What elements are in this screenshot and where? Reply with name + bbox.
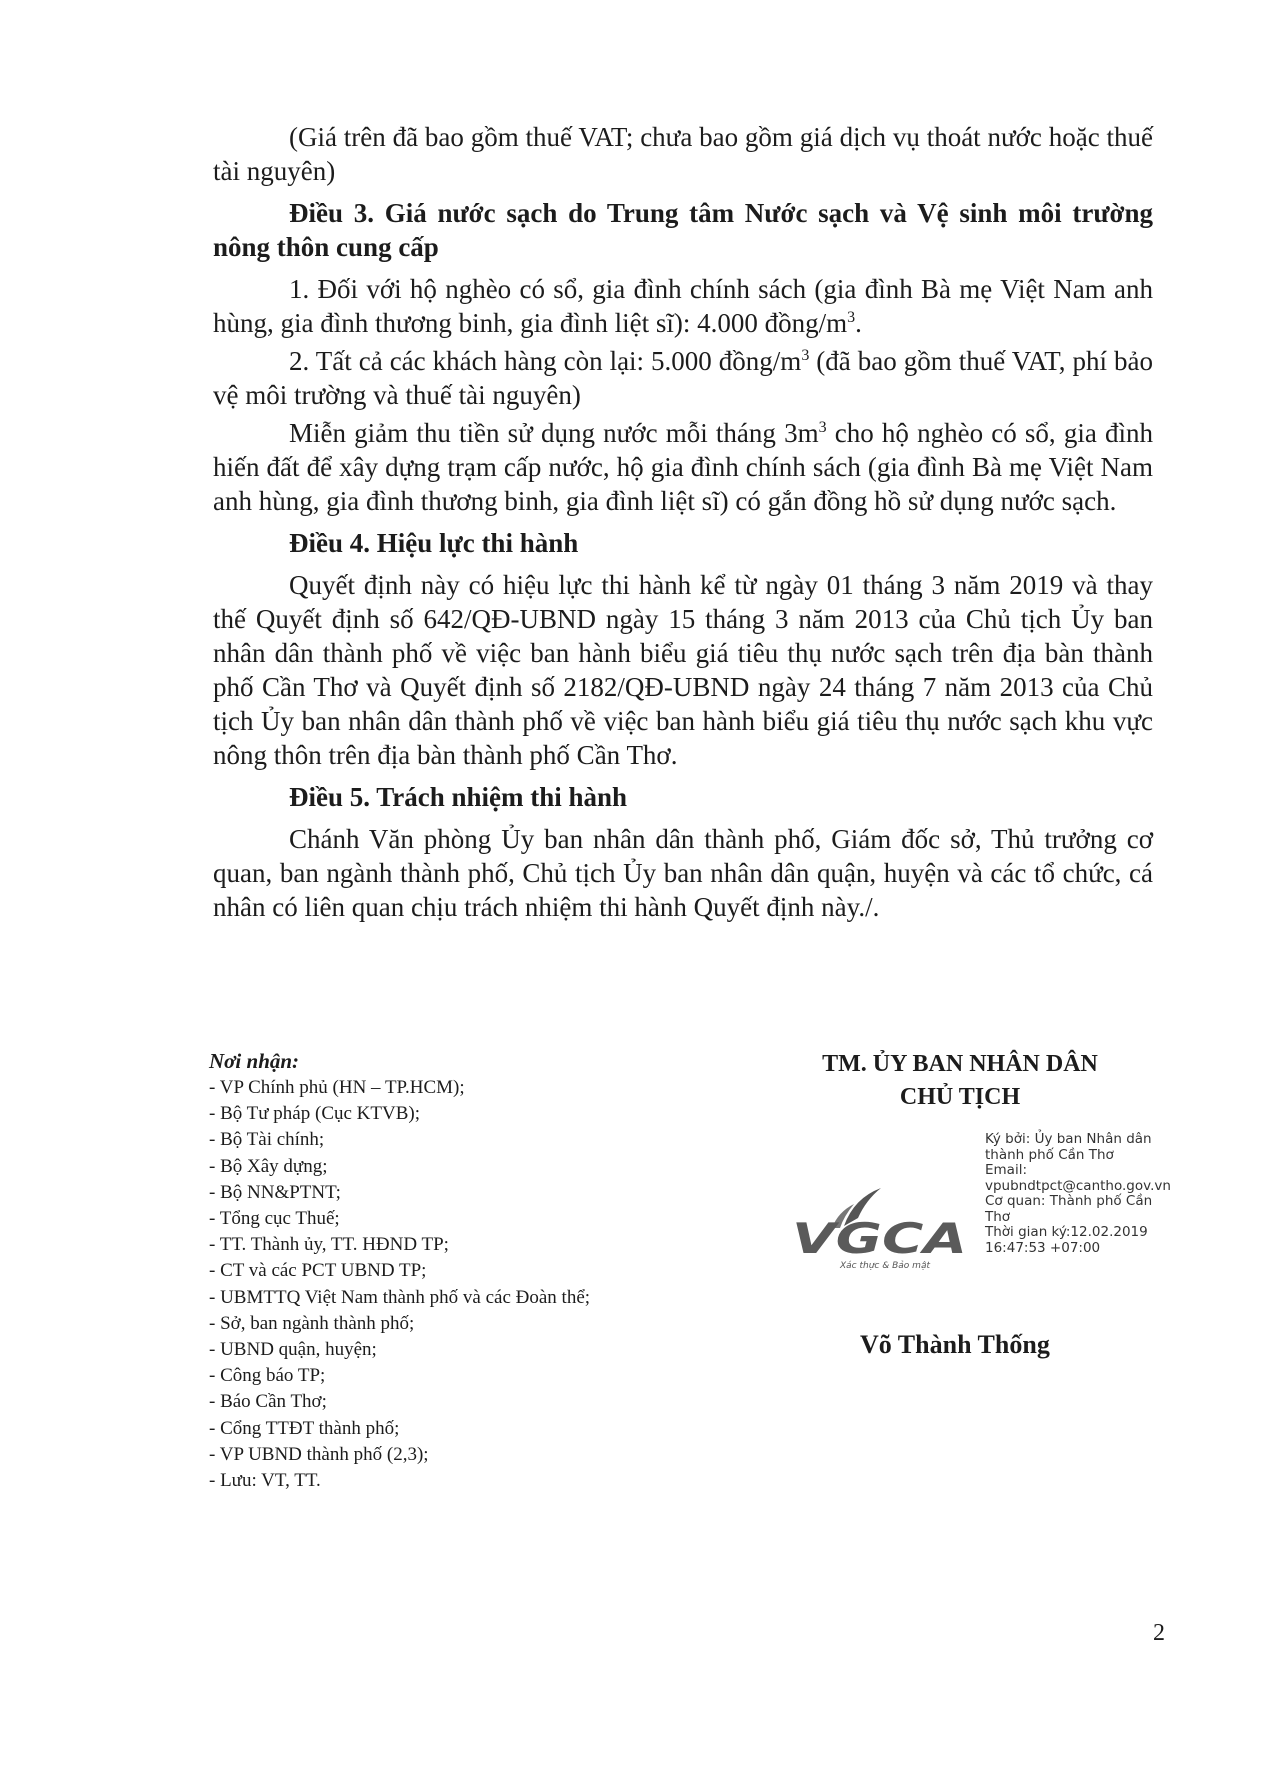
digital-signature-line: Thời gian ký:12.02.2019 [985,1224,1148,1240]
recipients-block [209,1048,769,1494]
list-item: - Cổng TTĐT thành phố; [209,1417,400,1439]
digital-signature-line: Email: [985,1162,1028,1178]
list-item: - Công báo TP; [209,1365,326,1387]
article-5-heading: Điều 5. Trách nhiệm thi hành [289,782,628,812]
signing-organization: TM. ỦY BAN NHÂN DÂN [822,1051,1098,1077]
signer-name: Võ Thành Thống [860,1330,1050,1359]
list-item: - Tổng cục Thuế; [209,1208,340,1230]
recipients-list [209,1075,769,1494]
digital-signature-line: thành phố Cần Thơ [985,1146,1114,1163]
logo-tagline: Xác thực & Bảo mật [840,1261,930,1271]
signing-title: CHỦ TỊCH [899,1084,1021,1110]
list-item: - UBMTTQ Việt Nam thành phố và các Đoàn thể; [209,1286,591,1308]
list-item: - Lưu: VT, TT. [209,1470,321,1492]
vgca-logo-icon [786,1178,976,1273]
logo-wordmark: VGCA [792,1214,967,1263]
page-number: 2 [1153,1620,1165,1646]
digital-signature-info [985,1132,1195,1256]
digital-signature-line: 16:47:53 +07:00 [985,1239,1101,1256]
digital-signature-line: Thơ [985,1208,1011,1225]
list-item: - VP Chính phủ (HN – TP.HCM); [209,1077,465,1098]
list-item: - Báo Cần Thơ; [209,1391,327,1413]
article-3-heading: Điều 3. Giá nước sạch do Trung tâm Nước sạch và Vệ sinh môi trường nông thôn cung cấp [213,198,1153,262]
article-5-text: Chánh Văn phòng Ủy ban nhân dân thành phố, Giám đốc sở, Thủ trưởng cơ quan, ban ngành thành phố, Chủ tịch Ủy ban nhân dân quận, huyện và các tổ chức, cá nhân có liên quan chịu trách nhiệm thi hành Quyết định này./. [213,824,1153,922]
signature-header [770,1048,1170,1114]
list-item: - Bộ Tư pháp (Cục KTVB); [209,1103,421,1125]
list-item: - VP UBND thành phố (2,3); [209,1443,429,1465]
document-body [213,120,1153,928]
digital-signature-line: Ký bởi: Ủy ban Nhân dân [985,1131,1152,1147]
list-item: - CT và các PCT UBND TP; [209,1260,427,1282]
list-item: - Bộ NN&PTNT; [209,1181,341,1203]
article-3-item-1: 1. Đối với hộ nghèo có sổ, gia đình chính sách (gia đình Bà mẹ Việt Nam anh hùng, gia đình thương binh, gia đình liệt sĩ): 4.000 đồng/$m^3$. [213,274,1153,338]
list-item: - UBND quận, huyện; [209,1339,377,1361]
digital-signature-line: vpubndtpct@cantho.gov.vn [985,1177,1171,1194]
list-item: - TT. Thành ủy, TT. HĐND TP; [209,1234,449,1256]
digital-signature-line: Cơ quan: Thành phố Cần [985,1193,1153,1209]
list-item: - Bộ Tài chính; [209,1129,325,1151]
list-item: - Sở, ban ngành thành phố; [209,1312,415,1334]
article-3-item-2: 2. Tất cả các khách hàng còn lại: 5.000 đồng/$m^3$ (đã bao gồm thuế VAT, phí bảo vệ môi trường và thuế tài nguyên) [213,346,1153,410]
article-4-heading: Điều 4. Hiệu lực thi hành [289,528,579,558]
list-item: - Bộ Xây dựng; [209,1155,328,1177]
vat-note: (Giá trên đã bao gồm thuế VAT; chưa bao gồm giá dịch vụ thoát nước hoặc thuế tài nguyên) [213,122,1153,186]
recipients-title: Nơi nhận: [209,1049,300,1073]
exemption-paragraph: Miễn giảm thu tiền sử dụng nước mỗi tháng $3m^3$ cho hộ nghèo có sổ, gia đình hiến đất để xây dựng trạm cấp nước, hộ gia đình chính sách (gia đình Bà mẹ Việt Nam anh hùng, gia đình thương binh, gia đình liệt sĩ) có gắn đồng hồ sử dụng nước sạch. [213,418,1153,516]
article-4-text: Quyết định này có hiệu lực thi hành kể từ ngày 01 tháng 3 năm 2019 và thay thế Quyết định số 642/QĐ-UBND ngày 15 tháng 3 năm 2013 của Chủ tịch Ủy ban nhân dân thành phố về việc ban hành biểu giá tiêu thụ nước sạch trên địa bàn thành phố Cần Thơ và Quyết định số 2182/QĐ-UBND ngày 24 tháng 7 năm 2013 của Chủ tịch Ủy ban nhân dân thành phố về việc ban hành biểu giá tiêu thụ nước sạch khu vực nông thôn trên địa bàn thành phố Cần Thơ. [213,570,1153,770]
